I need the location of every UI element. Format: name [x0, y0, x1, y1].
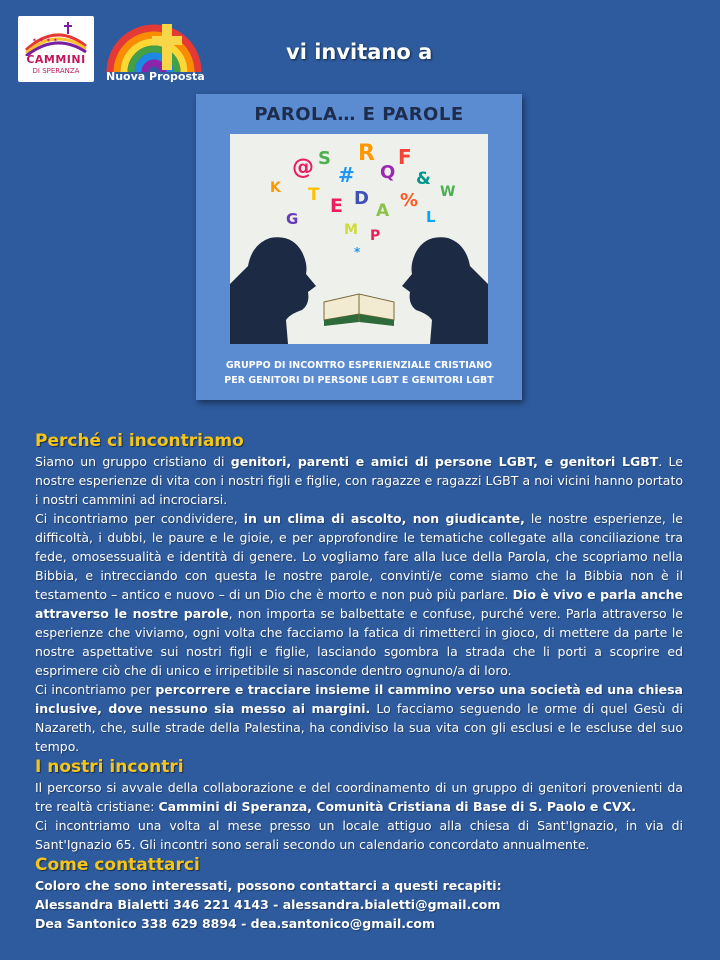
paragraph-perche-3: Ci incontriamo per percorrere e tracciare insieme il cammino verso una società ed una chiesa inclusive, dove nessuno sia messo ai margini. Lo facciamo seguendo le orme di quel Gesù di Nazareth, che, sulle strade della Palestina, ha condiviso la sua vita con gli esclusi e le escluse del suo tempo. — [35, 682, 683, 754]
svg-text:%: % — [400, 190, 419, 211]
svg-text:T: T — [308, 185, 320, 205]
svg-text:#: # — [338, 163, 355, 187]
logo-cammini-di-speranza — [18, 16, 94, 82]
contact-dea: Dea Santonico 338 629 8894 - dea.santonico@gmail.com — [35, 916, 436, 931]
contact-block — [35, 876, 683, 933]
svg-text:E: E — [330, 195, 343, 217]
paragraph-incontri-2: Ci incontriamo una volta al mese presso un locale attiguo alla chiesa di Sant'Ignazio, in via di Sant'Ignazio 65. Gli incontri sono serali secondo un calendario concordato annualmente. — [35, 818, 683, 852]
svg-text:@: @ — [292, 155, 314, 180]
logo-subtitle: DI SPERANZA — [32, 67, 80, 75]
svg-text:M: M — [344, 222, 358, 238]
svg-text:✶ ✶ ✶ ✶: ✶ ✶ ✶ ✶ — [32, 37, 58, 44]
section-heading-contatti: Come contattarci — [35, 855, 200, 875]
paragraph-perche-2: Ci incontriamo per condividere, in un clima di ascolto, non giudicante, le nostre esperienze, le difficoltà, i dubbi, le paure e le gioie, e per approfondire le tematiche collegate alla conciliazione tra fede, omosessualità e identità di genere. Lo vogliamo fare alla luce della Parola, che scopriamo nella Bibbia, e intrecciando con questa le nostre parole, convinti/e come siamo che la Bibbia non è il testamento – antico e nuovo – di un Dio che è morto e non può più parlare. Dio è vivo e parla anche attraverso le nostre parole, non importa se balbettate e confuse, purché vere. Parla attraverso le esperienze che viviamo, ogni volta che facciamo la fatica di rimetterci in gioco, di mettere da parte le nostre aspettative sui nostri figli e figlie, lasciando sgombra la strada che li porti a scoprire ed esprimere ciò che di unico e irripetibile si nasconde dentro ognuno/a di loro. — [35, 511, 683, 678]
poster-image — [196, 94, 522, 400]
svg-text:F: F — [398, 145, 412, 169]
logo-label: Nuova Proposta — [106, 70, 205, 83]
logo-nuova-proposta — [104, 20, 204, 86]
paragraph-perche-1: Siamo un gruppo cristiano di genitori, parenti e amici di persone LGBT, e genitori LGBT. Le nostre esperienze di vita con i nostri figli e figlie, con ragazze e ragazzi LGBT a noi vicini hanno portato i nostri cammini ad incrociarsi. — [35, 454, 683, 507]
poster-subtitle — [196, 358, 522, 388]
poster-subtitle-line1: GRUPPO DI INCONTRO ESPERIENZIALE CRISTIANO — [225, 360, 493, 371]
svg-text:D: D — [354, 188, 369, 209]
svg-text:G: G — [286, 210, 299, 228]
section-heading-perche: Perché ci incontriamo — [35, 431, 244, 451]
main-content — [35, 430, 683, 933]
svg-text:P: P — [370, 228, 381, 244]
svg-text:W: W — [440, 184, 456, 200]
poster-subtitle-line2: PER GENITORI DI PERSONE LGBT E GENITORI LGBT — [224, 375, 494, 386]
svg-text:L: L — [426, 208, 436, 226]
contact-alessandra: Alessandra Bialetti 346 221 4143 - alessandra.bialetti@gmail.com — [35, 897, 501, 912]
svg-text:*: * — [354, 245, 361, 259]
section-heading-incontri: I nostri incontri — [35, 757, 184, 777]
svg-text:Q: Q — [380, 162, 396, 183]
logo-title: CAMMINI — [26, 53, 86, 66]
svg-text:A: A — [376, 201, 390, 221]
rainbow-arc-icon — [18, 16, 94, 56]
svg-text:K: K — [270, 180, 281, 196]
svg-text:R: R — [358, 141, 375, 166]
heads-and-bible-illustration — [230, 134, 488, 344]
contact-intro: Coloro che sono interessati, possono contattarci a questi recapiti: — [35, 878, 502, 893]
rainbow-cross-icon — [104, 20, 204, 72]
poster-title: PAROLA… E PAROLE — [254, 104, 464, 125]
svg-text:S: S — [318, 148, 331, 169]
invite-heading: vi invitano a — [286, 40, 433, 64]
paragraph-incontri-1: Il percorso si avvale della collaborazione e del coordinamento di un gruppo di genitori provenienti da tre realtà cristiane: Cammini di Speranza, Comunità Cristiana di Base di S. Paolo e CVX. — [35, 780, 683, 814]
svg-text:&: & — [416, 169, 431, 189]
